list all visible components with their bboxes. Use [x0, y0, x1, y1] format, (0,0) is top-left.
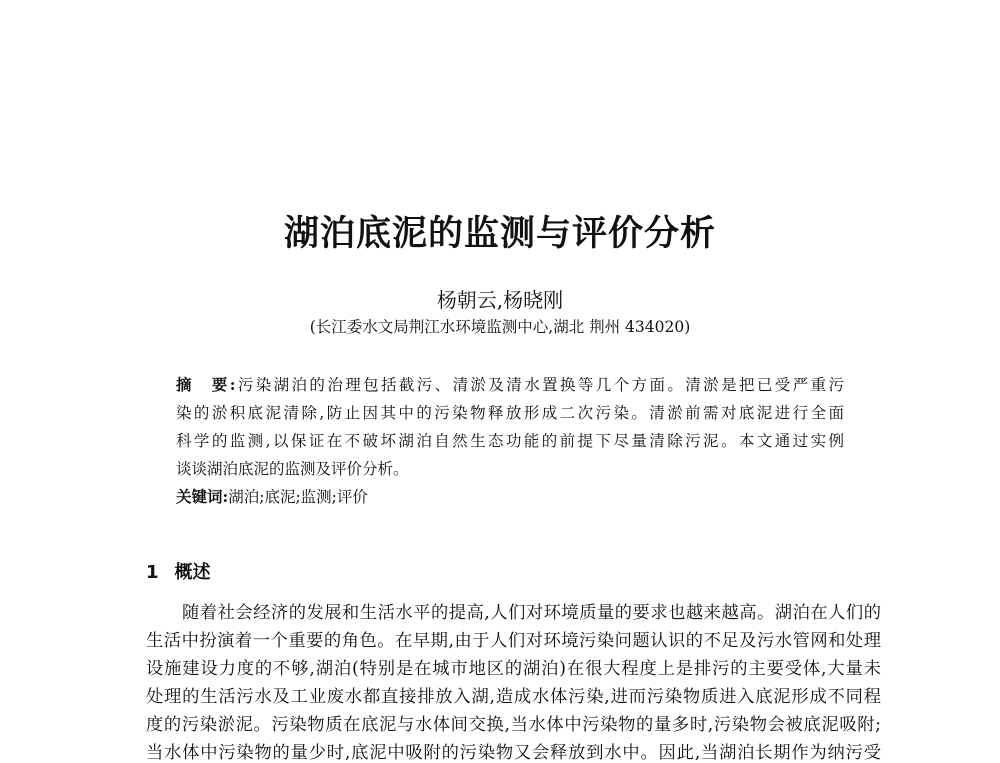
- abstract-line: 染的淤积底泥清除,防止因其中的污染物释放形成二次污染。清淤前需对底泥进行全面: [176, 404, 844, 422]
- body-line: 随着社会经济的发展和生活水平的提高,人们对环境质量的要求也越来越高。湖泊在人们的: [182, 603, 881, 623]
- keywords-value: 湖泊;底泥;监测;评价: [228, 488, 368, 506]
- section-number: 1: [146, 562, 159, 583]
- abstract-line: 谈谈湖泊底泥的监测及评价分析。: [176, 460, 409, 478]
- section-heading: [146, 558, 227, 584]
- affiliation: (长江委水文局荆江水环境监测中心,湖北 荆州 434020): [309, 318, 691, 336]
- body-line: 度的污染淤泥。污染物质在底泥与水体间交换,当水体中污染物的量多时,污染物会被底泥吸附;: [146, 715, 881, 735]
- body-line: 生活中扮演着一个重要的角色。在早期,由于人们对环境污染问题认识的不足及污水管网和处理: [146, 631, 881, 651]
- abstract-label: 摘 要:: [176, 375, 236, 394]
- body-line: 当水体中污染物的量少时,底泥中吸附的污染物又会释放到水中。因此,当湖泊长期作为纳污受: [146, 743, 881, 763]
- abstract-line: 科学的监测,以保证在不破坏湖泊自然生态功能的前提下尽量清除污泥。本文通过实例: [176, 432, 844, 450]
- body-line: 处理的生活污水及工业废水都直接排放入湖,造成水体污染,进而污染物质进入底泥形成不同程: [146, 687, 881, 707]
- abstract-line: 摘 要:污染湖泊的治理包括截污、清淤及清水置换等几个方面。清淤是把已受严重污: [176, 375, 844, 394]
- authors: 杨朝云,杨晓刚: [436, 288, 564, 312]
- body-line: 设施建设力度的不够,湖泊(特别是在城市地区的湖泊)在很大程度上是排污的主要受体,大量未: [146, 659, 881, 679]
- paper-title: 湖泊底泥的监测与评价分析: [283, 213, 716, 254]
- section-title: 概述: [174, 562, 211, 583]
- keywords: [176, 485, 844, 507]
- keywords-label: 关键词:: [176, 487, 229, 506]
